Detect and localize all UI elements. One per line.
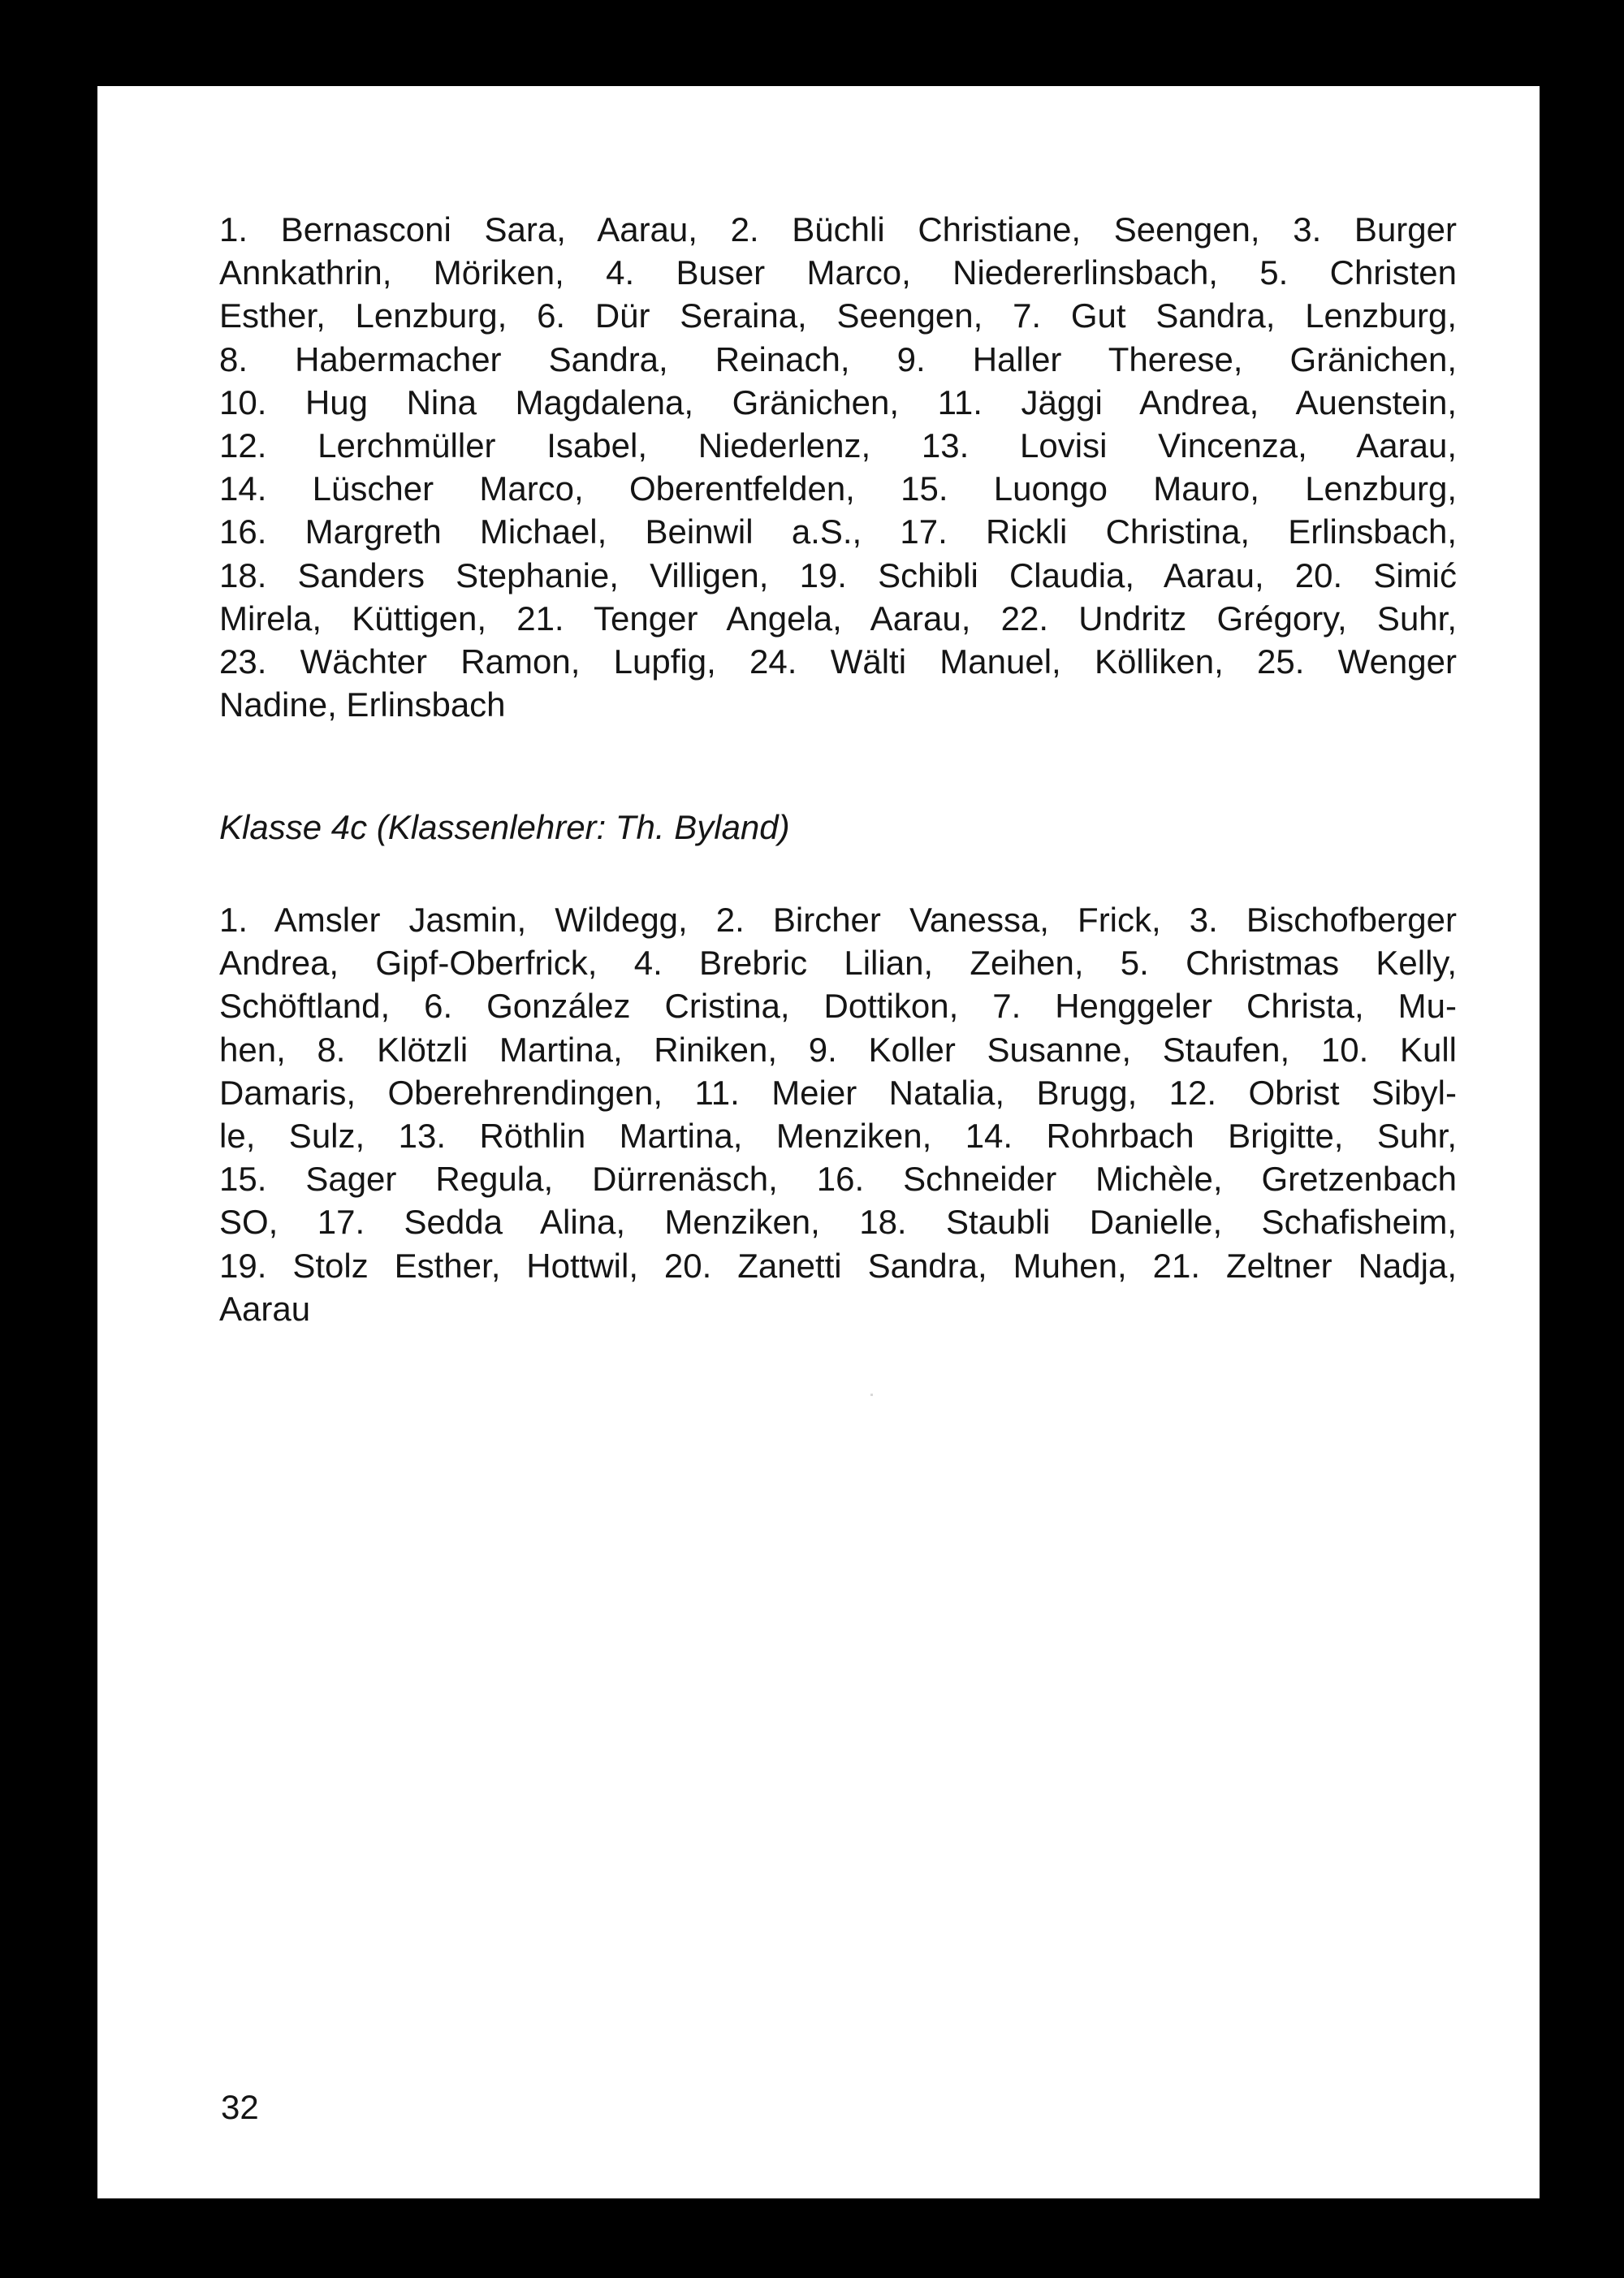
text-line: Annkathrin, Möriken, 4. Buser Marco, Niedererlinsbach, 5. Christen (219, 253, 1457, 292)
class-list-paragraph (219, 898, 1457, 1330)
text-line: 1. Bernasconi Sara, Aarau, 2. Büchli Christiane, Seengen, 3. Burger (219, 210, 1457, 249)
document-page (97, 86, 1540, 2198)
class-list-paragraph (219, 208, 1457, 726)
class-heading: Klasse 4c (Klassenlehrer: Th. Byland) (219, 808, 790, 846)
text-line: 18. Sanders Stephanie, Villigen, 19. Schibli Claudia, Aarau, 20. Simić (219, 555, 1457, 594)
text-line: 8. Habermacher Sandra, Reinach, 9. Haller Therese, Gränichen, (219, 339, 1457, 378)
text-line: Damaris, Oberehrendingen, 11. Meier Natalia, Brugg, 12. Obrist Sibyl- (219, 1073, 1457, 1112)
text-line: 14. Lüscher Marco, Oberentfelden, 15. Luongo Mauro, Lenzburg, (219, 469, 1457, 508)
text-line: 1. Amsler Jasmin, Wildegg, 2. Bircher Vanessa, Frick, 3. Bischofberger (219, 901, 1457, 939)
text-line: Andrea, Gipf-Oberfrick, 4. Brebric Lilian, Zeihen, 5. Christmas Kelly, (219, 944, 1457, 983)
text-line: Aarau (219, 1289, 311, 1328)
text-line: Schöftland, 6. González Cristina, Dottikon, 7. Henggeler Christa, Mu- (219, 987, 1457, 1026)
text-line: Nadine, Erlinsbach (219, 685, 506, 724)
text-line: Esther, Lenzburg, 6. Dür Seraina, Seengen, 7. Gut Sandra, Lenzburg, (219, 296, 1457, 335)
text-line: 15. Sager Regula, Dürrenäsch, 16. Schneider Michèle, Gretzenbach (219, 1160, 1457, 1199)
page-number: 32 (221, 2088, 259, 2126)
text-line: Mirela, Küttigen, 21. Tenger Angela, Aarau, 22. Undritz Grégory, Suhr, (219, 599, 1457, 638)
text-line: hen, 8. Klötzli Martina, Riniken, 9. Koller Susanne, Staufen, 10. Kull (219, 1030, 1457, 1069)
text-line: 12. Lerchmüller Isabel, Niederlenz, 13. Lovisi Vincenza, Aarau, (219, 426, 1457, 465)
text-line: 19. Stolz Esther, Hottwil, 20. Zanetti Sandra, Muhen, 21. Zeltner Nadja, (219, 1246, 1457, 1285)
text-line: 16. Margreth Michael, Beinwil a.S., 17. Rickli Christina, Erlinsbach, (219, 512, 1457, 551)
text-line: le, Sulz, 13. Röthlin Martina, Menziken, 14. Rohrbach Brigitte, Suhr, (219, 1117, 1457, 1156)
scan-speck (870, 1394, 873, 1396)
text-line: 10. Hug Nina Magdalena, Gränichen, 11. Jäggi Andrea, Auenstein, (219, 383, 1457, 421)
text-line: SO, 17. Sedda Alina, Menziken, 18. Staubli Danielle, Schafisheim, (219, 1203, 1457, 1242)
text-line: 23. Wächter Ramon, Lupfig, 24. Wälti Manuel, Kölliken, 25. Wenger (219, 642, 1457, 681)
